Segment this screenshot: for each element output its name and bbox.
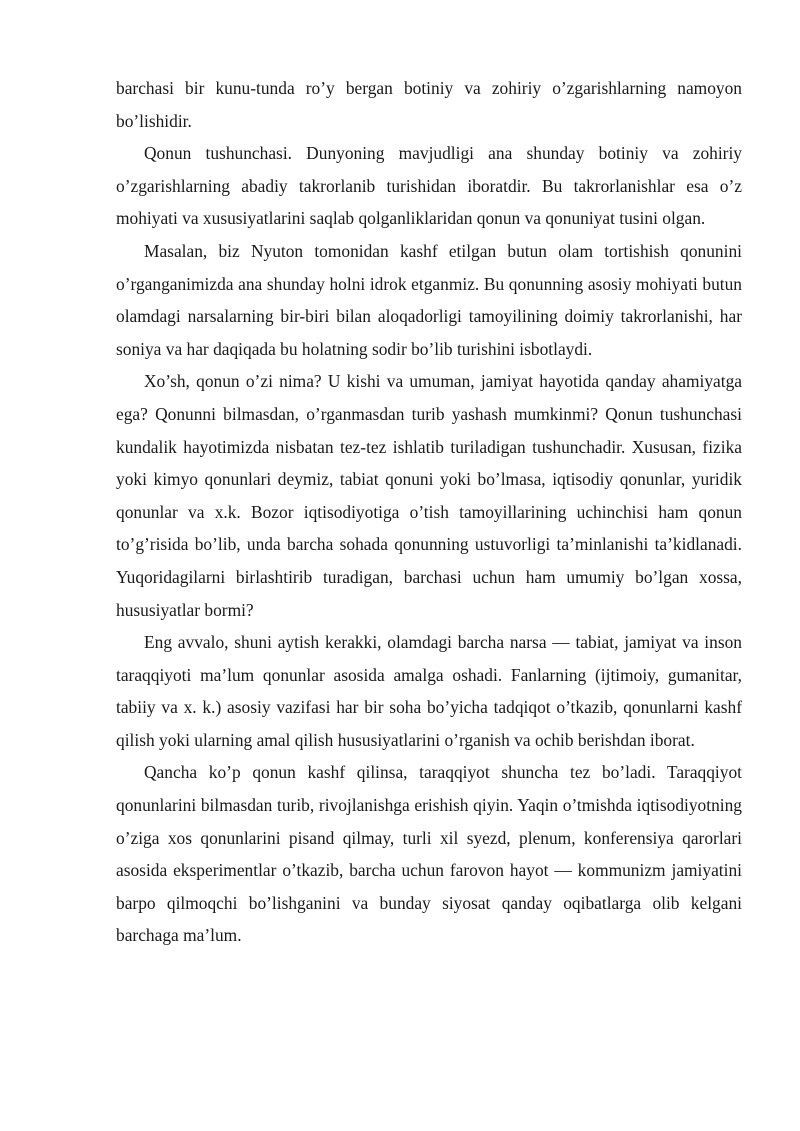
paragraph-law-concept: Qonun tushunchasi. Dunyoning mavjudligi ana shunday botiniy va zohiriy o’zgarishlarning abadiy takrorlanib turishidan iboratdir. Bu takrorlanishlar esa o’z mohiyati va xususiyatlarini saqlab qolganliklaridan qonun va qonuniyat tusini olgan. <box>116 143 742 229</box>
paragraph-newton-example: Masalan, biz Nyuton tomonidan kashf etilgan butun olam tortishish qonunini o’rganganimizda ana shunday holni idrok etganmiz. Bu qonunning asosiy mohiyati butun olamdagi narsalarning bir-biri bilan aloqadorligi tamoyilining doimiy takrorlanishi, har soniya va har daqiqada bu holatning sodir bo’lib turishini isbotlaydi. <box>116 240 742 359</box>
paragraph-first-of-all: Eng avvalo, shuni aytish kerakki, olamdagi barcha narsa — tabiat, jamiyat va inson taraqqiyoti ma’lum qonunlar asosida amalga oshadi. Fanlarning (ijtimoiy, gumanitar, tabiiy va x. k.) asosiy vazifasi har bir soha bo’yicha tadqiqot o’tkazib, qonunlarni kashf qilish yoki ularning amal qilish hususiyatlarini o’rganish va ochib berishdan iborat. <box>116 632 742 750</box>
document-page <box>116 72 742 952</box>
paragraph-continued: barchasi bir kunu-tunda ro’y bergan botiniy va zohiriy o’zgarishlarning namoyon bo’lishidir. <box>116 78 742 131</box>
paragraph-progress-laws: Qancha ko’p qonun kashf qilinsa, taraqqiyot shuncha tez bo’ladi. Taraqqiyot qonunlarini bilmasdan turib, rivojlanishga erishish qiyin. Yaqin o’tmishda iqtisodiyotning o’ziga xos qonunlarini pisand qilmay, turli xil syezd, plenum, konferensiya qarorlari asosida eksperimentlar o’tkazib, barcha uchun farovon hayot — kommunizm jamiyatini barpo qilmoqchi bo’lishganini va bunday siyosat qanday oqibatlarga olib kelgani barchaga ma’lum. <box>116 762 742 946</box>
paragraph-what-is-law: Xo’sh, qonun o’zi nima? U kishi va umuman, jamiyat hayotida qanday ahamiyatga ega? Qonunni bilmasdan, o’rganmasdan turib yashash mumkinmi? Qonun tushunchasi kundalik hayotimizda nisbatan tez-tez ishlatib turiladigan tushunchadir. Xususan, fizika yoki kimyo qonunlari deymiz, tabiat qonuni yoki bo’lmasa, iqtisodiy qonunlar, yuridik qonunlar va x.k. Bozor iqtisodiyotiga o’tish tamoyillarining uchinchisi ham qonun to’g’risida bo’lib, unda barcha sohada qonunning ustuvorligi ta’minlanishi ta’kidlanadi. Yuqoridagilarni birlashtirib turadigan, barchasi uchun ham umumiy bo’lgan xossa, hususiyatlar bormi? <box>116 371 742 620</box>
